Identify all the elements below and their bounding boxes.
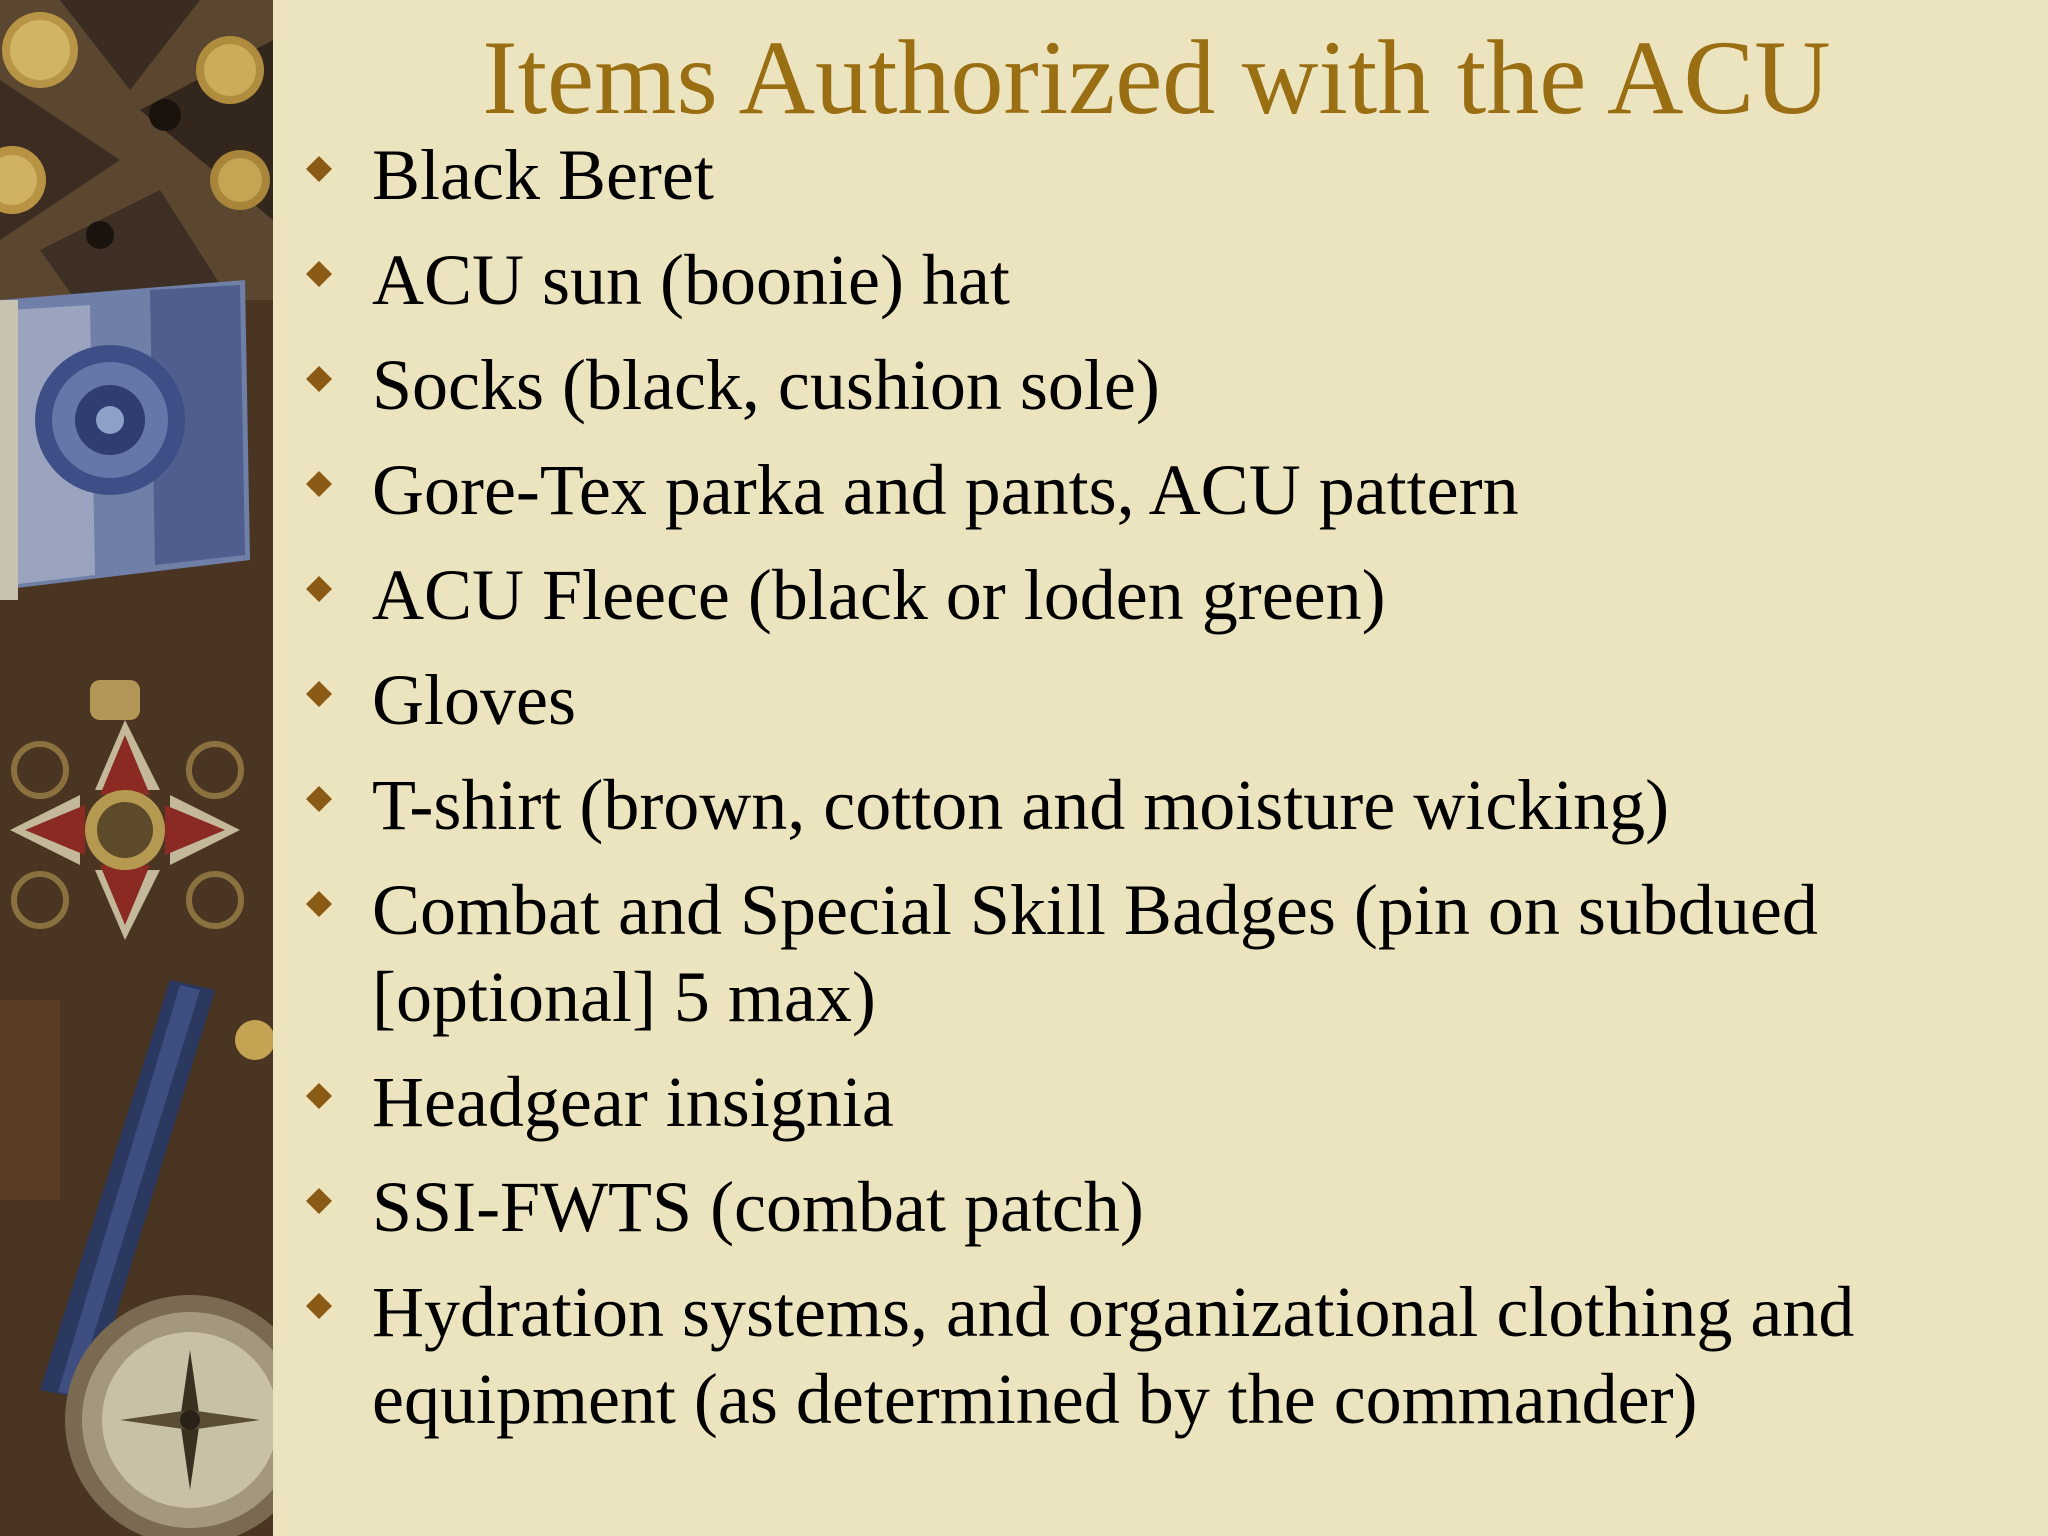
list-item	[290, 1269, 2030, 1443]
list-item	[290, 237, 2030, 324]
list-item-text: Black Beret	[372, 135, 714, 215]
diamond-bullet-icon	[304, 679, 334, 709]
list-item	[290, 1059, 2030, 1146]
list-item-text: Gloves	[372, 660, 576, 740]
list-item	[290, 132, 2030, 219]
list-item-text: Hydration systems, and organizational clothing and equipment (as determined by the commander)	[372, 1272, 1855, 1439]
list-item	[290, 657, 2030, 744]
list-item-text: Socks (black, cushion sole)	[372, 345, 1160, 425]
diamond-bullet-icon	[304, 574, 334, 604]
diamond-bullet-icon	[304, 784, 334, 814]
diamond-bullet-icon	[304, 259, 334, 289]
bullet-list	[290, 132, 2030, 1461]
medals-collage-illustration	[0, 0, 273, 1536]
list-item-text: SSI-FWTS (combat patch)	[372, 1167, 1144, 1247]
slide-title: Items Authorized with the ACU	[482, 19, 1831, 136]
military-medals-decorative-image	[0, 0, 273, 1536]
diamond-bullet-icon	[304, 469, 334, 499]
list-item-text: Gore-Tex parka and pants, ACU pattern	[372, 450, 1519, 530]
list-item	[290, 762, 2030, 849]
diamond-bullet-icon	[304, 154, 334, 184]
list-item	[290, 552, 2030, 639]
diamond-bullet-icon	[304, 1081, 334, 1111]
list-item-text: T-shirt (brown, cotton and moisture wicking)	[372, 765, 1670, 845]
diamond-bullet-icon	[304, 364, 334, 394]
list-item	[290, 342, 2030, 429]
list-item-text: ACU sun (boonie) hat	[372, 240, 1010, 320]
list-item-text: Headgear insignia	[372, 1062, 894, 1142]
list-item	[290, 1164, 2030, 1251]
diamond-bullet-icon	[304, 889, 334, 919]
diamond-bullet-icon	[304, 1291, 334, 1321]
list-item	[290, 867, 2030, 1041]
list-item	[290, 447, 2030, 534]
list-item-text: Combat and Special Skill Badges (pin on subdued [optional] 5 max)	[372, 870, 1818, 1037]
diamond-bullet-icon	[304, 1186, 334, 1216]
list-item-text: ACU Fleece (black or loden green)	[372, 555, 1386, 635]
